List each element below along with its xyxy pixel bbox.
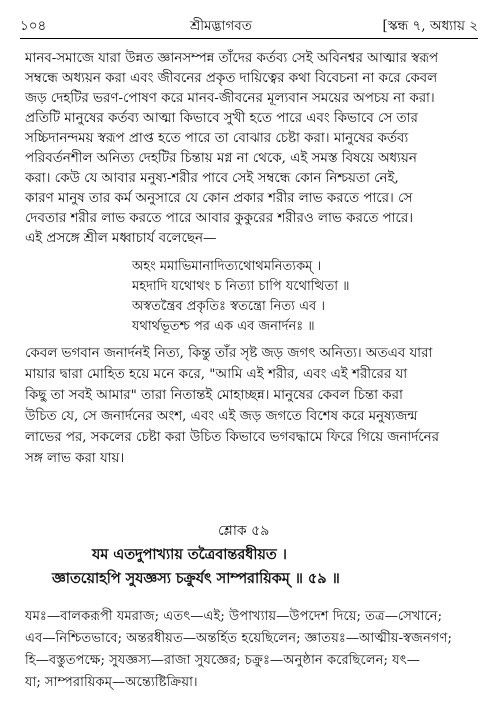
verse-line: অস্বতন্ত্রৈব প্রকৃতিঃ স্বতন্ত্রো নিত্য এব । <box>132 299 325 314</box>
text-line: কারণ মানুষ তার কর্ম অনুসারে যে কোন প্রকার শরীর লাভ করতে পারে। সে <box>25 191 413 206</box>
text-line: মানব-সমাজে যারা উন্নত জ্ঞানসম্পন্ন তাঁদের কর্তব্য সেই অবিনশ্বর আত্মার স্বরূপ <box>25 51 439 66</box>
verse-line: অহং মমাভিমানাদিত্যথোথমনিত্যকম্ । <box>132 259 322 274</box>
sloka-line: জ্ঞাতয়োহপি সুযজ্ঞস্য চক্রুর্যৎ সাম্পরায়িকম্ ॥ ৫৯ ॥ <box>52 570 340 587</box>
page-number: ১০৪ <box>20 18 47 34</box>
text-line: মায়ার দ্বারা মোহিত হয়ে মনে করে, "আমি এই শরীর, এবং এই শরীরের যা <box>25 367 408 382</box>
canto-chapter: [স্কন্ধ ৭, অধ্যায় ২ <box>382 18 478 34</box>
text-line: সচ্চিদানন্দময় স্বরূপ প্রাপ্ত হতে পারে তা বোঝার চেষ্টা করা। মানুষের কর্তব্য <box>25 131 409 146</box>
text-line: কিছু তা সবই আমার" তারা নিতান্তই মোহাচ্ছন্ন। মানুষের কেবল চিন্তা করা <box>25 388 403 403</box>
synonym-line: যা; সাম্পরায়িকম্—অন্ত্যেষ্টিক্রিয়া। <box>25 675 198 690</box>
text-line: লাভের পর, সকলের চেষ্টা করা উচিত কিভাবে ভগবদ্ধামে ফিরে গিয়ে জনার্দনের <box>25 430 440 445</box>
text-line: সঙ্গ লাভ করা যায়। <box>25 451 125 466</box>
synonym-line: হি—বস্তুতপক্ষে; সুযজ্ঞস্য—রাজা সুযজ্ঞের; চক্রুঃ—অনুষ্ঠান করেছিলেন; যৎ— <box>25 653 420 668</box>
text-line: প্রতিটি মানুষের কর্তব্য আত্মা কিভাবে সুখী হতে পারে এবং কিভাবে সে তার <box>25 111 418 126</box>
text-line: দেবতার শরীর লাভ করতে পারে আবার কুকুরের শরীরও লাভ করতে পারে। <box>25 211 414 226</box>
sloka-heading: শ্লোক ৫৯ <box>218 523 270 539</box>
book-title: শ্রীমদ্ভাগবত <box>190 18 252 34</box>
verse-line: যথার্থভূতশ্চ পর এক এব জনার্দনঃ ॥ <box>132 319 315 334</box>
synonym-line: যমঃ—বালকরূপী যমরাজ; এতৎ—এই; উপাখ্যায়—উপদেশ দিয়ে; তত্র—সেখানে; <box>25 609 443 624</box>
text-line: কেবল ভগবান জনার্দনই নিত্য, কিন্তু তাঁর সৃষ্ট জড় জগৎ অনিত্য। অতএব যারা <box>25 346 433 361</box>
text-line: সম্বন্ধে অধ্যয়ন করা এবং জীবনের প্রকৃত দায়িত্বের কথা বিবেচনা না করে কেবল <box>25 71 438 86</box>
running-header <box>20 12 478 39</box>
text-line: জড় দেহটির ভরণ-পোষণ করে মানব-জীবনের মূল্যবান সময়ের অপচয় না করা। <box>25 91 435 106</box>
text-line: এই প্রসঙ্গে শ্রীল মধ্বাচার্য বলেছেন— <box>25 231 217 246</box>
sloka-line: যম এতদুপাখ্যায় তত্রৈবান্তরধীয়ত । <box>92 546 287 563</box>
text-line: পরিবর্তনশীল অনিত্য দেহটির চিন্তায় মগ্ন না থেকে, এই সমস্ত বিষয়ে অধ্যয়ন <box>25 151 417 166</box>
text-line: করা। কেউ যে আবার মনুষ্য-শরীর পাবে সেই সম্বন্ধে কোন নিশ্চয়তা নেই, <box>25 171 399 186</box>
verse-line: মহদাদি যথোথং চ নিত্যা চাপি যথোত্থিতা ॥ <box>132 279 350 294</box>
synonym-line: এব—নিশ্চিতভাবে; অন্তরধীয়ত—অন্তর্হিত হয়েছিলেন; জ্ঞাতয়ঃ—আত্মীয়-স্বজনগণ; <box>25 631 452 646</box>
text-line: উচিত যে, সে জনার্দনের অংশ, এবং এই জড় জগতে বিশেষ করে মনুষ্যজন্ম <box>25 409 418 424</box>
